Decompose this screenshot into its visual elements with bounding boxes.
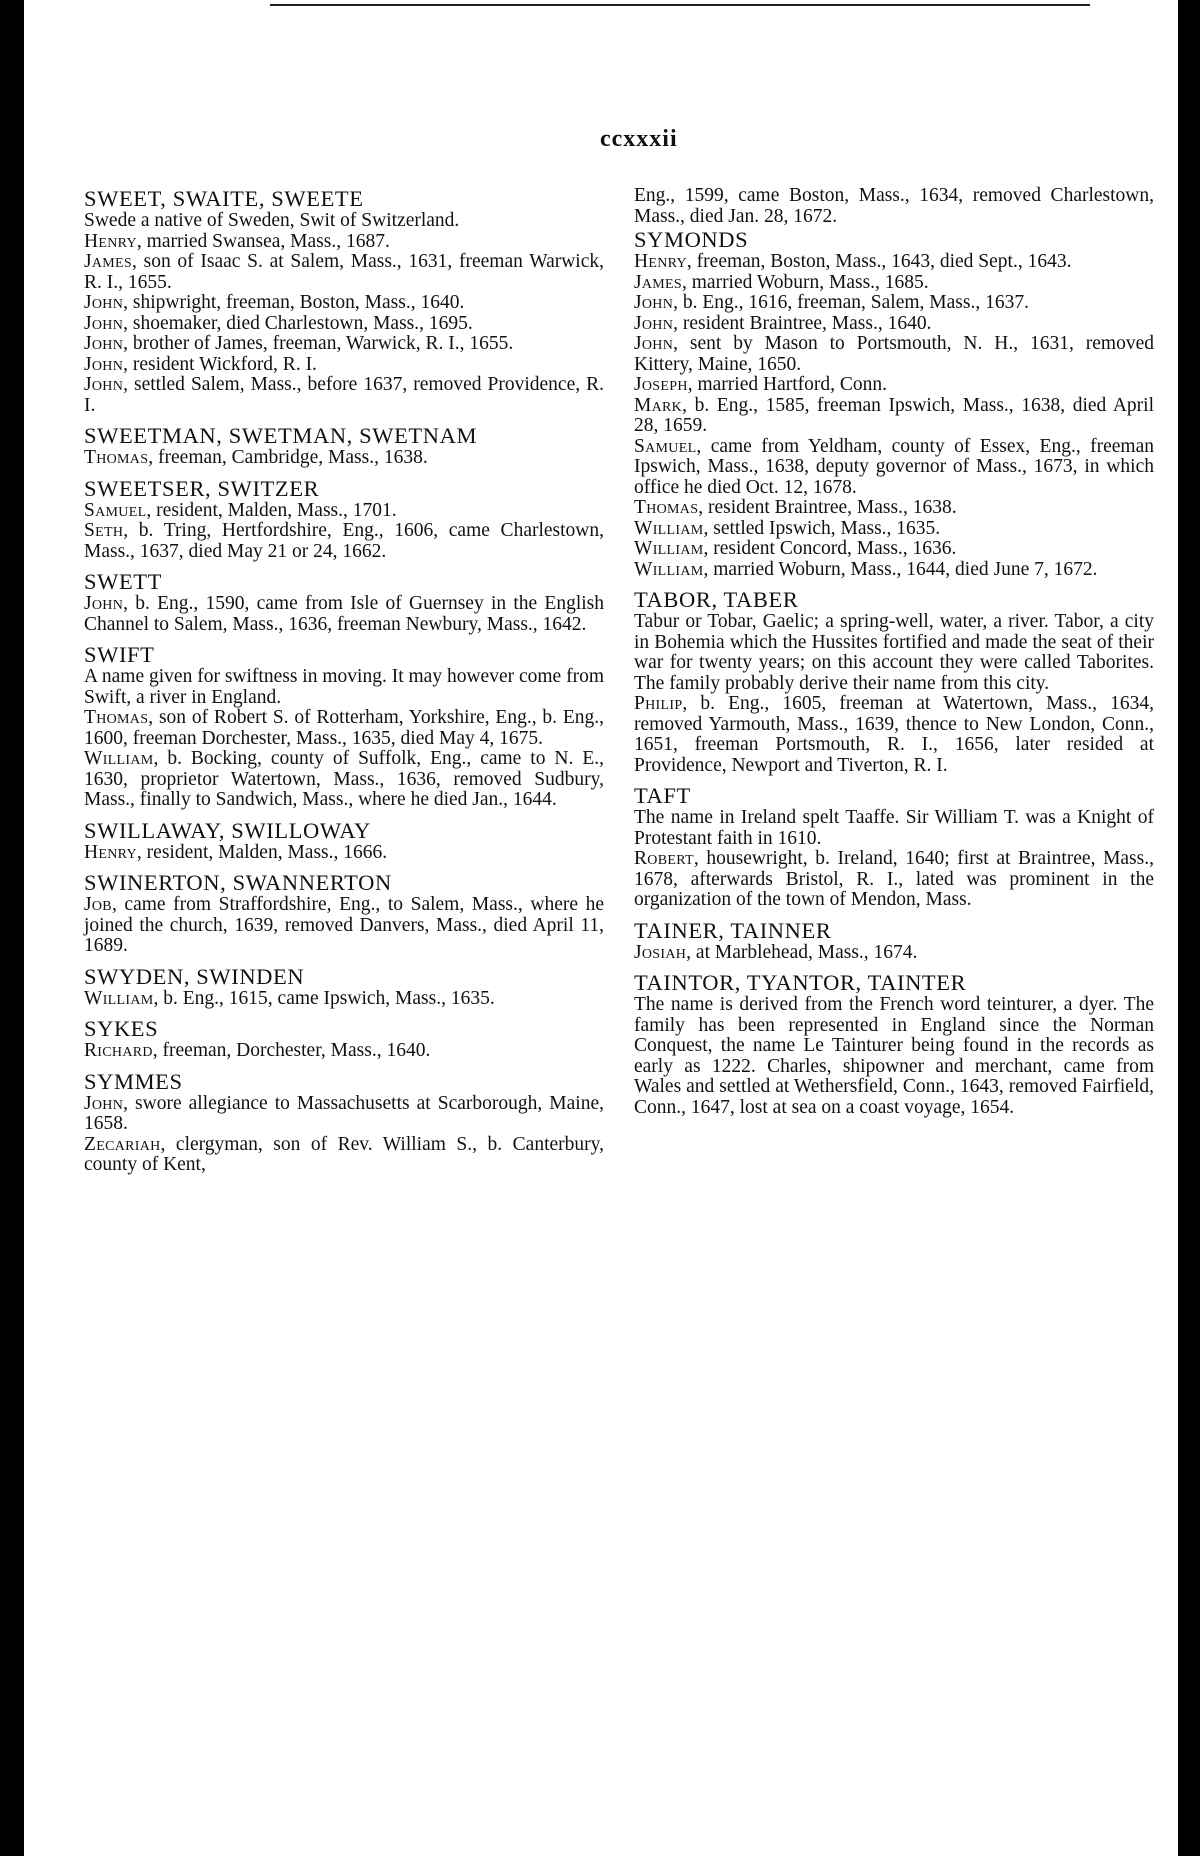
entry-text: , resident Wickford, R. I. [123,353,317,375]
surname-heading: SWIFT [84,642,155,667]
given-name: William [84,748,154,769]
given-name: John [84,1092,124,1114]
person-entry [634,396,1154,437]
entry-text: , resident Braintree, Mass., 1638. [698,497,957,518]
person-entry [84,448,604,469]
given-name: Josiah [634,941,687,963]
person-entry [84,355,604,376]
given-name: John [84,374,124,395]
entry-text: , at Marblehead, Mass., 1674. [686,941,918,963]
given-name: Philip [634,693,683,714]
continuation-text: Eng., 1599, came Boston, Mass., 1634, removed Charlestown, Mass., died Jan. 28, 1672. [634,185,1154,227]
entry-text: , freeman, Dorchester, Mass., 1640. [152,1040,431,1061]
person-entry [84,843,604,864]
person-entry [634,437,1154,499]
given-name: John [84,312,124,334]
entry-text: , came from Straffordshire, Eng., to Salem, Mass., where he joined the church, 1639, removed Danvers, Mass., died April 11, 1689. [84,894,604,956]
entry-text: , b. Eng., 1615, came Ipswich, Mass., 1635. [153,987,495,1009]
surname-entry [84,423,604,469]
person-entry [84,1041,604,1062]
person-entry [634,273,1154,294]
top-rule [270,4,1090,6]
entry-text: , resident Concord, Mass., 1636. [703,538,957,559]
given-name: Samuel [634,435,697,457]
given-name: John [634,292,674,313]
entry-text: , b. Bocking, county of Suffolk, Eng., came to N. E., 1630, proprietor Watertown, Mass., 1636, removed Sudbury, Mass., finally to Sandwich, Mass., where he died Jan., 1644. [84,748,604,810]
given-name: James [634,271,682,293]
surname-heading: TAFT [634,783,691,808]
surname-entry [634,970,1154,1118]
surname-entry [634,587,1154,776]
entry-text: , freeman, Boston, Mass., 1643, died Sept., 1643. [686,251,1072,272]
entry-text: , son of Robert S. of Rotterham, Yorkshire, Eng., b. Eng., 1600, freeman Dorchester, Mass., 1635, died May 4, 1675. [84,707,604,749]
given-name: Robert [634,848,694,869]
entry-text: , came from Yeldham, county of Essex, Eng., freeman Ipswich, Mass., 1638, deputy governor of Mass., 1673, in which office he died Oct. 12, 1678. [634,435,1154,498]
name-origin-note [634,612,1154,694]
given-name: Seth [84,520,124,541]
entry-text: , b. Eng., 1616, freeman, Salem, Mass., 1637. [673,292,1029,313]
surname-heading: SWINERTON, SWANNERTON [84,870,392,895]
given-name: Thomas [84,707,149,728]
entry-text: , settled Salem, Mass., before 1637, removed Providence, R. I. [84,374,604,416]
entry-text: , married Swansea, Mass., 1687. [136,230,390,252]
right-column [634,186,1154,1125]
surname-entry [84,642,604,811]
given-name: Henry [634,251,687,272]
person-entry [84,334,604,355]
person-entry [634,314,1154,335]
person-entry [634,498,1154,519]
given-name: Job [84,894,112,915]
person-entry [634,519,1154,540]
entry-text: , b. Eng., 1605, freeman at Watertown, Mass., 1634, removed Yarmouth, Mass., 1639, thence to New London, Conn., 1651, freeman Portsmouth, R. I., 1656, later resided at Providence, Newport and Tiverton, R. I. [634,693,1154,776]
surname-entry [84,1069,604,1176]
person-entry [84,749,604,811]
given-name: Thomas [84,447,149,468]
name-origin-note [84,211,604,232]
given-name: John [84,353,124,375]
given-name: Thomas [634,497,699,518]
given-name: William [634,558,704,580]
entry-text: , sent by Mason to Portsmouth, N. H., 1631, removed Kittery, Maine, 1650. [634,333,1154,375]
person-entry [84,708,604,749]
entry-text: A name given for swiftness in moving. It may however come from Swift, a river in England. [84,666,604,708]
given-name: Henry [84,841,137,863]
surname-heading: SWEETMAN, SWETMAN, SWETNAM [84,423,478,448]
entry-text: , resident, Malden, Mass., 1666. [136,841,388,863]
surname-entry [84,569,604,635]
scan-border-right [1178,0,1200,1856]
given-name: William [634,538,704,559]
surname-heading: SWEET, SWAITE, SWEETE [84,186,364,211]
entry-text: , brother of James, freeman, Warwick, R. I., 1655. [123,333,514,354]
person-entry [634,293,1154,314]
entry-text: , married Woburn, Mass., 1685. [682,271,929,293]
person-entry [634,252,1154,273]
surname-entry [84,818,604,864]
entry-text: , freeman, Cambridge, Mass., 1638. [148,447,428,468]
person-entry [84,314,604,335]
entry-text: The name is derived from the French word teinturer, a dyer. The family has been represented in England since the Norman Conquest, the name Le Tainturer being found in the records as early as 1222. Charles, shipowner and merchant, came from Wales and settled at Wethersfield, Conn., 1643, removed Fairfield, Conn., 1647, lost at sea on a coast voyage, 1654. [634,994,1154,1118]
person-entry [84,1094,604,1135]
entry-text: , clergyman, son of Rev. William S., b. Canterbury, county of Kent, [84,1133,604,1175]
surname-entry [634,783,1154,911]
given-name: William [634,517,704,539]
given-name: Joseph [634,374,688,395]
surname-heading: SYMMES [84,1068,183,1094]
entry-text: , housewright, b. Ireland, 1640; first at Braintree, Mass., 1678, afterwards Bristol, R. I., lated was prominent in the organization of the town of Mendon, Mass. [634,848,1154,910]
surname-entry [84,1016,604,1062]
entry-text: , son of Isaac S. at Salem, Mass., 1631, freeman Warwick, R. I., 1655. [84,251,604,293]
person-entry [84,501,604,522]
entry-text: , married Hartford, Conn. [687,374,888,395]
person-entry [634,375,1154,396]
given-name: James [84,251,132,272]
entry-text: , married Woburn, Mass., 1644, died June 7, 1672. [703,558,1098,580]
person-entry [84,989,604,1010]
person-entry [84,232,604,253]
surname-heading: TAINER, TAINNER [634,917,832,943]
entry-text: , settled Ipswich, Mass., 1635. [703,517,941,539]
person-entry [84,594,604,635]
surname-entry [84,964,604,1010]
person-entry [634,694,1154,776]
surname-heading: SWYDEN, SWINDEN [84,963,305,989]
person-entry [84,375,604,416]
page-number: ccxxxii [600,126,678,152]
surname-entry [634,918,1154,964]
surname-entry [84,186,604,416]
surname-heading: SYKES [84,1016,159,1041]
surname-entry [84,476,604,563]
given-name: John [634,333,674,354]
person-entry [634,943,1154,964]
surname-heading: SWILLAWAY, SWILLOWAY [84,817,371,843]
given-name: John [634,312,674,334]
surname-heading: TAINTOR, TYANTOR, TAINTER [634,970,967,995]
person-entry [634,560,1154,581]
name-origin-note [84,667,604,708]
surname-heading: SWEETSER, SWITZER [84,475,320,501]
entry-text: , swore allegiance to Massachusetts at Scarborough, Maine, 1658. [84,1092,604,1134]
given-name: John [84,292,124,313]
surname-entry [84,870,604,957]
person-entry [634,539,1154,560]
surname-heading: TABOR, TABER [634,587,799,612]
person-entry [84,521,604,562]
given-name: John [84,333,124,354]
entry-text: , b. Tring, Hertfordshire, Eng., 1606, came Charlestown, Mass., 1637, died May 21 or 24, 1662. [84,520,604,562]
entry-text: , resident, Malden, Mass., 1701. [146,499,397,521]
entry-text: , shoemaker, died Charlestown, Mass., 1695. [123,312,473,334]
surname-entry [634,227,1154,580]
surname-heading: SWETT [84,569,162,594]
given-name: Samuel [84,499,147,521]
person-entry [634,334,1154,375]
scan-border-left [0,0,24,1856]
entry-text: The name in Ireland spelt Taaffe. Sir William T. was a Knight of Protestant faith in 1610. [634,807,1154,849]
left-column [84,186,604,1183]
entry-text: , shipwright, freeman, Boston, Mass., 1640. [123,292,465,313]
given-name: John [84,593,124,614]
given-name: Zecariah [84,1133,161,1155]
entry-text: Swede a native of Sweden, Swit of Switzerland. [84,210,460,231]
person-entry [84,1135,604,1176]
surname-heading: SYMONDS [634,227,749,252]
entry-text: , b. Eng., 1585, freeman Ipswich, Mass., 1638, died April 28, 1659. [634,394,1154,436]
given-name: Henry [84,230,137,252]
name-origin-note [634,995,1154,1118]
given-name: William [84,987,154,1009]
person-entry [634,849,1154,911]
person-entry [84,252,604,293]
given-name: Richard [84,1040,153,1061]
name-origin-note [634,808,1154,849]
entry-text: , b. Eng., 1590, came from Isle of Guernsey in the English Channel to Salem, Mass., 1636, freeman Newbury, Mass., 1642. [84,593,604,635]
entry-text: , resident Braintree, Mass., 1640. [673,312,932,334]
entry-text: Tabur or Tobar, Gaelic; a spring-well, water, a river. Tabor, a city in Bohemia which the Hussites fortified and made the seat of their war for twenty years; on this account they were called Taborites. The family probably derive their name from this city. [634,611,1154,694]
person-entry [84,895,604,957]
person-entry [84,293,604,314]
given-name: Mark [634,394,683,416]
